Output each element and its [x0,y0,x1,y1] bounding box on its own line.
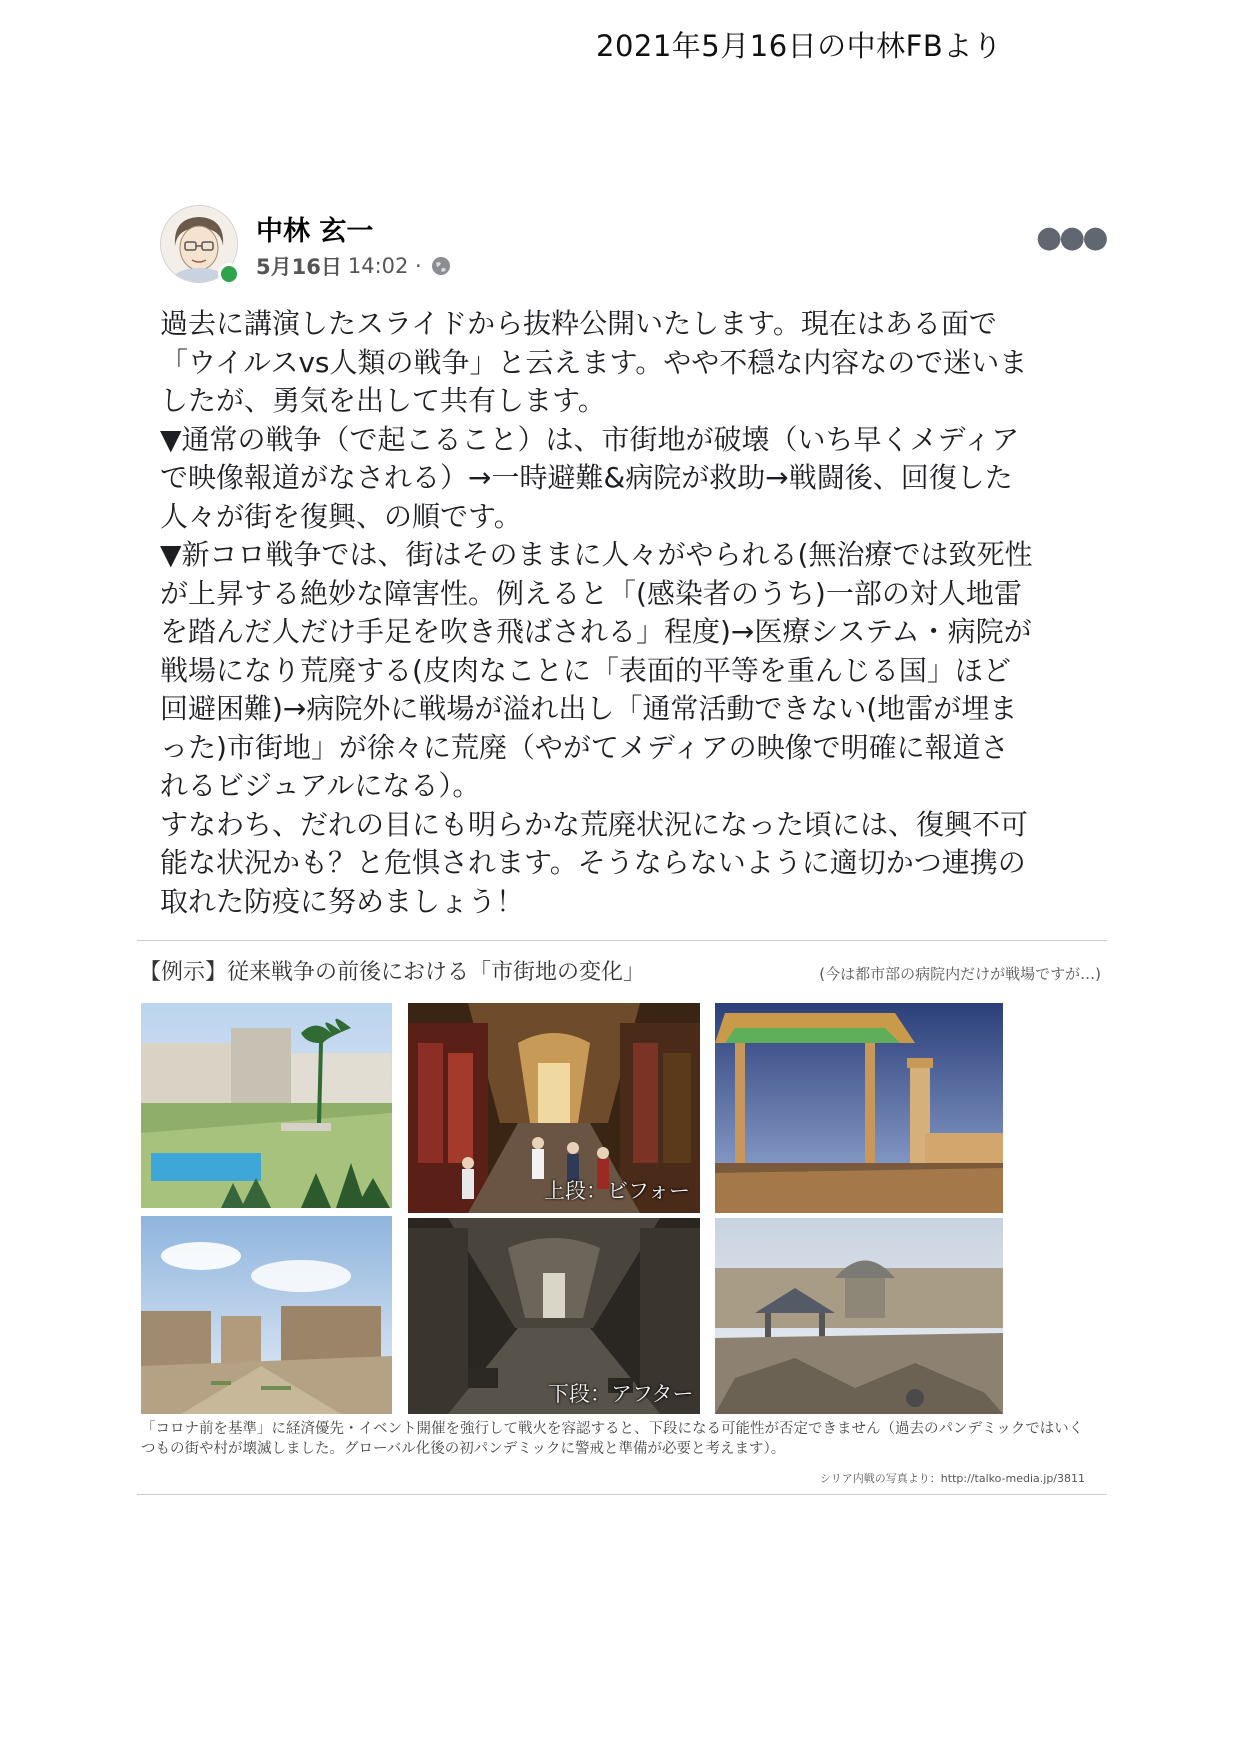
post-time[interactable]: 14:02 · [347,254,422,278]
globe-icon[interactable] [430,255,452,277]
photo-before-mosque [715,1003,1003,1213]
post-body-text: 過去に講演したスライドから抜粋公開いたします。現在はある面で 「ウイルスvs人類の戦争」と云えます。やや不穏な内容なので迷いま したが、勇気を出して共有します。 ▼通常の戦争（で起こること）は、市街地が破壊（いち早くメディア で映像報道がなされる）→一時避難&病院が救助→戦闘後、回復した 人々が街を復興、の順です。 ▼新コロ戦争では、街はそのままに人々がやられる(無治療では致死性 が上昇する絶妙な障害性。例えると「(感染者のうち)一部の対人地雷 を踏んだ人だけ手足を吹き飛ばされる」程度)→医療システム・病院が 戦場になり荒廃する(皮肉なことに「表面的平等を重んじる国」ほど 回避困難)→病院外に戦場が溢れ出し「通常活動できない(地雷が埋ま った)市街地」が徐々に荒廃（やがてメディアの映像で明確に報道さ れるビジュアルになる）。 すなわち、だれの目にも明らかな荒廃状況になった頃には、復興不可 能な状況かも？と危惧されます。そうならないように適切かつ連携の 取れた防疫に努めましょう！ [160,307,1033,918]
post-date[interactable]: 5月16日 [256,255,342,279]
photo-after-souk [408,1218,700,1414]
label-after: 下段：アフター [548,1382,694,1406]
slide-caption: 「コロナ前を基準」に経済優先・イベント開催を強行して戦火を容認すると、下段になる可能性が否定できません（過去のパンデミックではいくつもの街や村が壊滅しました。グローバル化後の初パンデミックに警戒と準備が必要と考えます）。 [141,1421,1084,1457]
slide-note: (今は都市部の病院内だけが戦場ですが…) [819,965,1101,983]
photo-after-ruins [141,1216,392,1414]
photo-after-mosque [715,1218,1003,1414]
ellipsis-icon[interactable]: ●●● [1036,220,1106,255]
label-before: 上段：ビフォー [544,1179,690,1203]
online-status-dot [218,263,240,285]
slide-source[interactable]: シリア内戦の写真より：http://talko-media.jp/3811 [819,1472,1085,1485]
slide-title: 【例示】従来戦争の前後における「市街地の変化」 [139,960,646,985]
photo-before-souk [408,1003,700,1213]
page-header: 2021年5月16日の中林FBより [596,29,1003,63]
slide-image [137,940,1107,1495]
photo-before-park [141,1003,392,1208]
author-name[interactable]: 中林 玄一 [256,216,374,247]
post-meta [256,251,452,281]
